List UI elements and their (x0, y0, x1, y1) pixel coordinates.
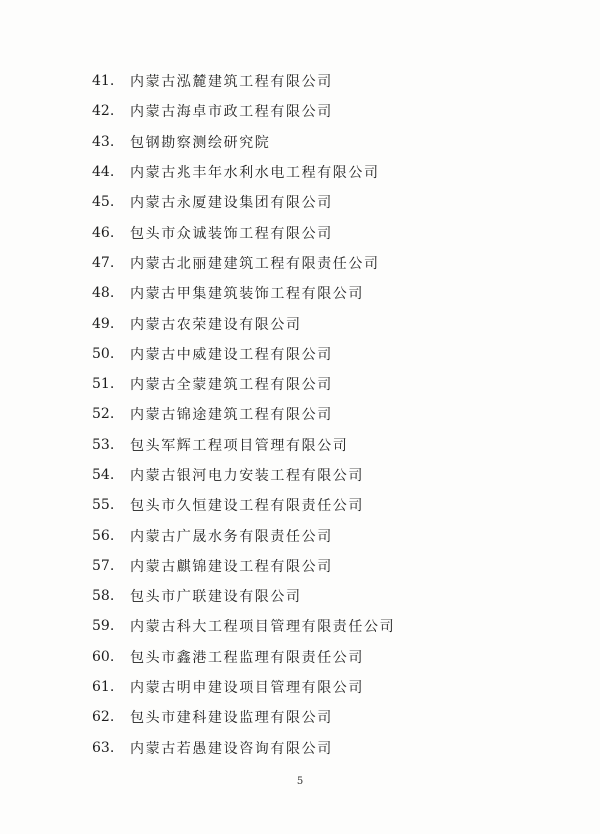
item-number: 62. (92, 709, 115, 726)
item-number: 56. (92, 527, 115, 544)
item-number: 47. (92, 254, 115, 271)
list-item (92, 702, 395, 732)
list-item (92, 551, 395, 581)
list-item (92, 308, 395, 338)
item-number: 44. (92, 164, 115, 181)
company-name: 内蒙古农荣建设有限公司 (130, 316, 302, 333)
list-item (92, 399, 395, 429)
company-name: 内蒙古锦途建筑工程有限公司 (130, 407, 333, 424)
company-name: 内蒙古若愚建设咨询有限公司 (130, 740, 333, 757)
list-item (92, 642, 395, 672)
company-name: 内蒙古泓麓建筑工程有限公司 (130, 74, 333, 91)
company-name: 内蒙古中威建设工程有限公司 (130, 346, 333, 363)
item-number: 42. (92, 103, 115, 120)
item-number: 60. (92, 648, 115, 665)
company-name: 包头军辉工程项目管理有限公司 (130, 437, 349, 454)
company-name: 内蒙古明申建设项目管理有限公司 (130, 680, 364, 697)
item-number: 45. (92, 194, 115, 211)
item-number: 58. (92, 588, 115, 605)
list-item (92, 672, 395, 702)
company-name: 内蒙古北丽建建筑工程有限责任公司 (130, 255, 380, 272)
item-number: 51. (92, 376, 115, 393)
item-number: 53. (92, 436, 115, 453)
list-item (92, 581, 395, 611)
item-number: 61. (92, 679, 115, 696)
list-item (92, 127, 395, 157)
company-name: 包头市久恒建设工程有限责任公司 (130, 498, 364, 515)
company-name: 内蒙古甲集建筑装饰工程有限公司 (130, 286, 364, 303)
item-number: 50. (92, 345, 115, 362)
item-number: 55. (92, 497, 115, 514)
company-name: 包头市广联建设有限公司 (130, 589, 302, 606)
item-number: 48. (92, 285, 115, 302)
list-item (92, 490, 395, 520)
list-item (92, 520, 395, 550)
item-number: 41. (92, 73, 115, 90)
company-name: 包头市众诚装饰工程有限公司 (130, 225, 333, 242)
list-item (92, 187, 395, 217)
company-name: 内蒙古广晟水务有限责任公司 (130, 528, 333, 545)
company-name: 内蒙古银河电力安装工程有限公司 (130, 468, 364, 484)
company-name: 内蒙古永厦建设集团有限公司 (130, 195, 333, 212)
item-number: 49. (92, 315, 115, 332)
company-name: 包钢勘察测绘研究院 (130, 134, 271, 151)
list-item (92, 66, 395, 96)
item-number: 63. (92, 739, 115, 756)
list-item (92, 611, 395, 641)
list-item (92, 733, 395, 763)
company-name: 包头市鑫港工程监理有限责任公司 (130, 649, 364, 666)
company-name: 内蒙古全蒙建筑工程有限公司 (130, 377, 333, 394)
list-item (92, 430, 395, 460)
list-item (92, 217, 395, 247)
company-name: 内蒙古科大工程项目管理有限责任公司 (130, 619, 396, 636)
item-number: 46. (92, 224, 115, 241)
list-item (92, 460, 395, 490)
company-name: 内蒙古海卓市政工程有限公司 (130, 104, 333, 121)
item-number: 52. (92, 406, 115, 423)
company-name: 包头市建科建设监理有限公司 (130, 710, 333, 727)
item-number: 43. (92, 133, 115, 150)
item-number: 59. (92, 618, 115, 635)
company-name: 内蒙古麒锦建设工程有限公司 (130, 558, 333, 575)
item-number: 57. (92, 557, 115, 574)
item-number: 54. (92, 467, 115, 483)
list-item (92, 369, 395, 399)
list-item (92, 278, 395, 308)
list-item (92, 339, 395, 369)
list-item (92, 157, 395, 187)
list-item (92, 96, 395, 126)
company-list (92, 66, 395, 763)
company-name: 内蒙古兆丰年水利水电工程有限公司 (130, 165, 380, 182)
page-number: 5 (296, 776, 304, 787)
list-item (92, 248, 395, 278)
